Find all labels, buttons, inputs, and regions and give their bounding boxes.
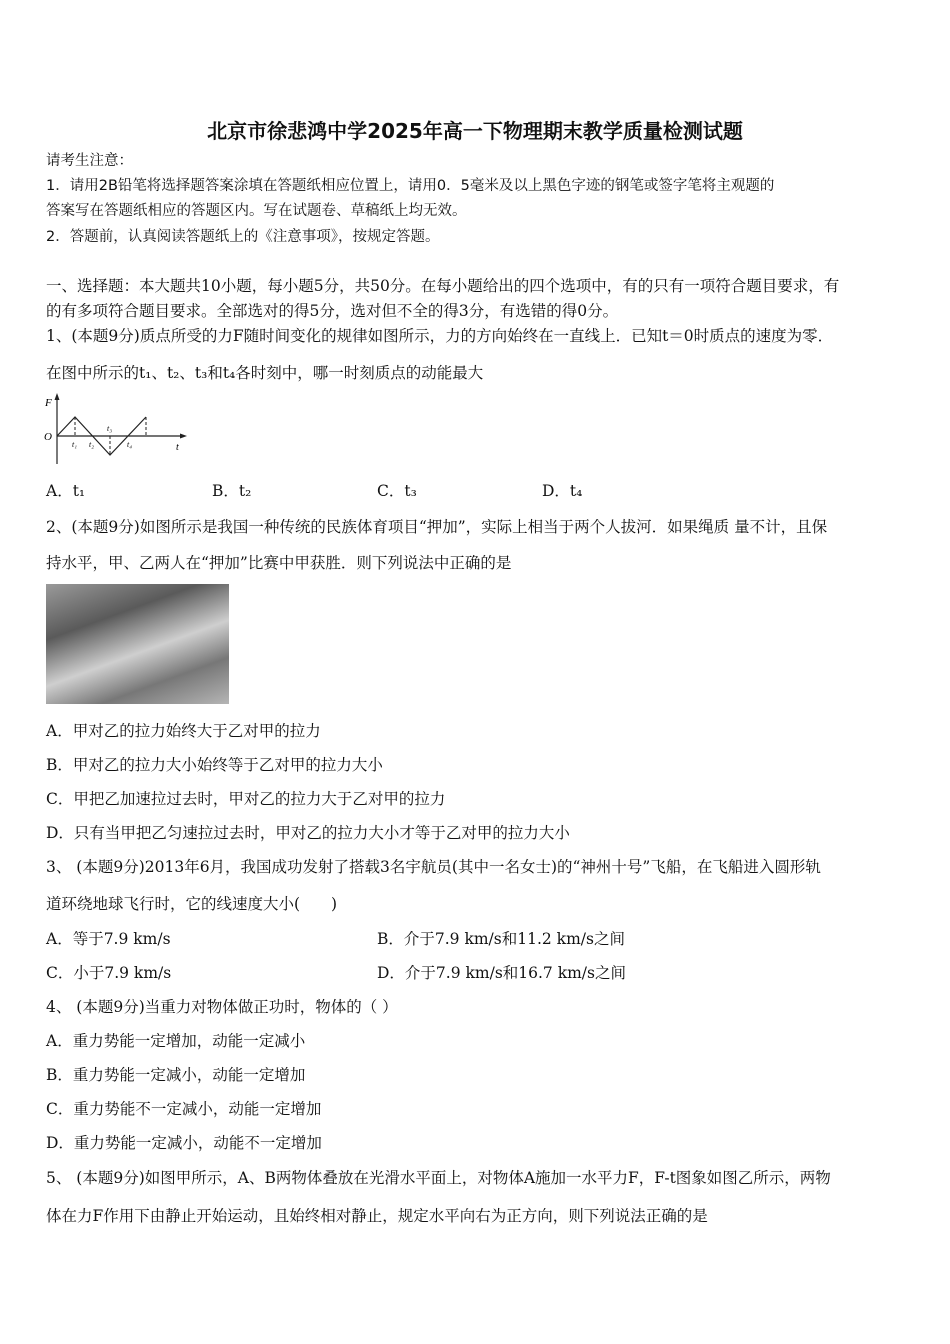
notice-heading: 请考生注意： [46,153,133,169]
option-c: C．t₃ [377,482,417,500]
option-d: D．t₄ [542,482,583,500]
option-c: C．重力势能不一定减小，动能一定增加 [46,1100,322,1118]
tick-label: t₁ [72,440,78,449]
axis-label-f: F [45,397,52,409]
tug-of-war-photo [46,584,229,704]
section-instructions: 一、选择题：本大题共10小题，每小题5分，共50分。在每小题给出的四个选项中，有的只有一项符合题目要求，有 [46,277,840,295]
tick-label: t₃ [107,424,113,433]
option-b: B．介于7.9 km/s和11.2 km/s之间 [377,930,625,948]
option-a: A．等于7.9 km/s [46,930,171,948]
option-b: B．重力势能一定减小，动能一定增加 [46,1066,306,1084]
question-1-text: 在图中所示的t₁、t₂、t₃和t₄各时刻中，哪一时刻质点的动能最大 [46,364,484,382]
question-2-text: 2、(本题9分)如图所示是我国一种传统的民族体育项目“押加”，实际上相当于两个人拔河．如果绳质 量不计，且保 [46,518,828,536]
tick-label: t₂ [89,440,95,449]
section-instructions: 的有多项符合题目要求。全部选对的得5分，选对但不全的得3分，有选错的得0分。 [46,302,619,320]
option-a: A．重力势能一定增加，动能一定减小 [46,1032,306,1050]
option-a: A．甲对乙的拉力始终大于乙对甲的拉力 [46,722,321,740]
force-time-graph [40,390,200,468]
option-c: C．甲把乙加速拉过去时，甲对乙的拉力大于乙对甲的拉力 [46,790,446,808]
option-b: B．甲对乙的拉力大小始终等于乙对甲的拉力大小 [46,756,383,774]
question-2-text: 持水平，甲、乙两人在“押加”比赛中甲获胜．则下列说法中正确的是 [46,554,512,572]
notice-line: 1．请用2B铅笔将选择题答案涂填在答题纸相应位置上，请用0．5毫米及以上黑色字迹的钢笔或签字笔将主观题的 [46,178,775,194]
question-5-text: 体在力F作用下由静止开始运动，且始终相对静止，规定水平向右为正方向，则下列说法正确的是 [46,1207,708,1225]
option-d: D．介于7.9 km/s和16.7 km/s之间 [377,964,626,982]
question-4-text: 4、 (本题9分)当重力对物体做正功时，物体的（ ） [46,998,398,1016]
option-c: C．小于7.9 km/s [46,964,172,982]
notice-line: 2．答题前，认真阅读答题纸上的《注意事项》，按规定答题。 [46,229,440,245]
option-d: D．重力势能一定减小，动能不一定增加 [46,1134,322,1152]
option-a: A．t₁ [46,482,86,500]
page-title: 北京市徐悲鸿中学2025年高一下物理期末教学质量检测试题 [207,119,743,143]
origin-label: O [44,431,52,443]
notice-line: 答案写在答题纸相应的答题区内。写在试题卷、草稿纸上均无效。 [46,203,467,219]
question-3-text: 3、 (本题9分)2013年6月，我国成功发射了搭载3名宇航员(其中一名女士)的“神州十号”飞船，在飞船进入圆形轨 [46,858,821,876]
option-b: B．t₂ [212,482,252,500]
option-d: D．只有当甲把乙匀速拉过去时，甲对乙的拉力大小才等于乙对甲的拉力大小 [46,824,570,842]
axis-label-t: t [176,442,179,453]
question-5-text: 5、 (本题9分)如图甲所示，A、B两物体叠放在光滑水平面上，对物体A施加一水平力F，F-t图象如图乙所示，两物 [46,1169,831,1187]
tick-label: t₄ [127,440,133,449]
question-3-text: 道环绕地球飞行时，它的线速度大小( ) [46,895,338,913]
question-1-text: 1、(本题9分)质点所受的力F随时间变化的规律如图所示，力的方向始终在一直线上．已知t＝0时质点的速度为零． [46,327,834,345]
